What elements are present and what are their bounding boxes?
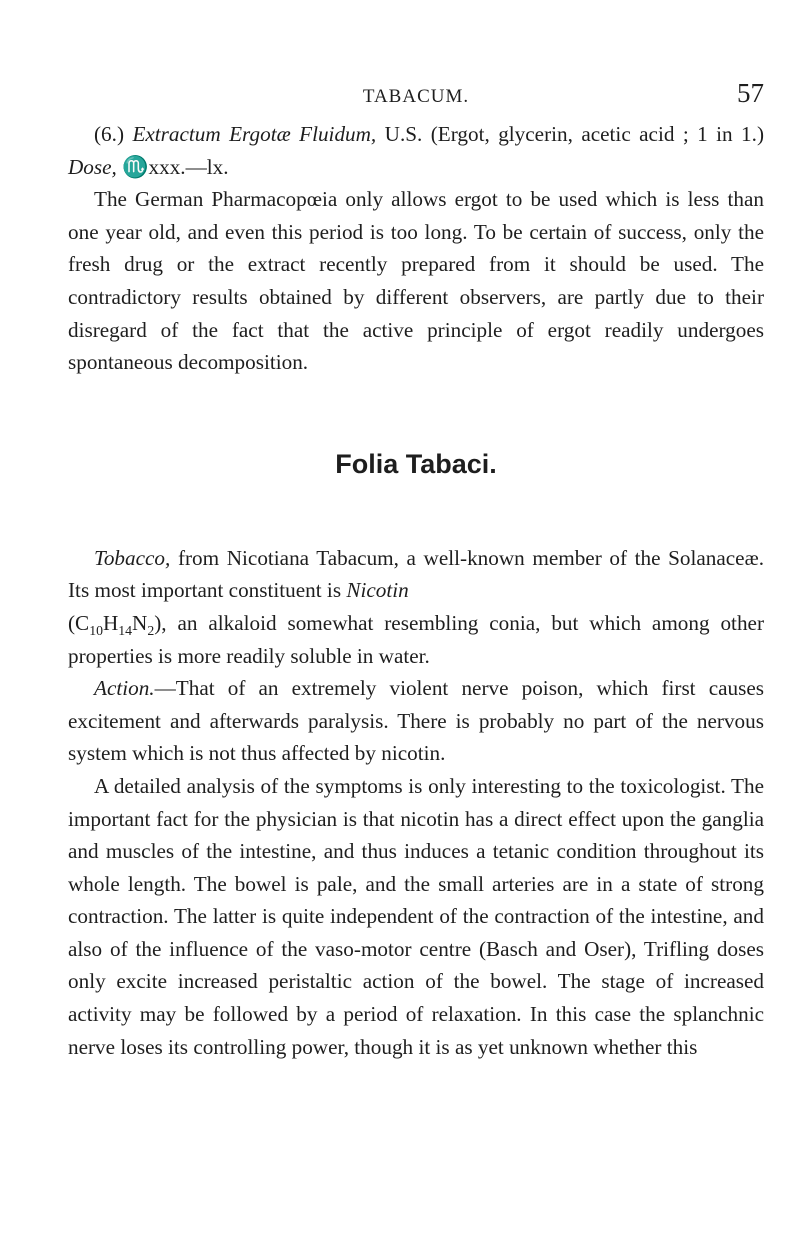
tobacco-term: Tobacco, xyxy=(94,545,171,570)
chemical-formula: $(C_{10}H_{14}N_2)$, xyxy=(68,610,167,638)
symptoms-paragraph: A detailed analysis of the symptoms is only interesting to the toxicologist. The important fact for the physician is that nicotin has a direct effect upon the ganglia and muscles of the intestine, and thus induces a tetanic condition throughout its whole length. The bowel is pale, and the small arteries are in a state of strong contraction. The latter is quite independent of the contraction of the intestine, and also of the influence of the vaso-motor centre (Basch and Oser), Trifling doses only excite increased peristaltic action of the bowel. The stage of increased activity may be followed by a period of relaxation. In this case the splanchnic nerve loses its controlling power, though it is as yet unknown whether this xyxy=(68,773,764,1059)
action-label: Action. xyxy=(94,676,155,701)
action-paragraph xyxy=(68,672,764,770)
running-title: TABACUM. xyxy=(362,86,470,107)
running-head xyxy=(68,78,764,118)
page-number: 57 xyxy=(737,78,764,108)
drug-description: U.S. (Ergot, glycerin, acetic acid ; 1 in 1.) xyxy=(384,122,764,146)
book-page xyxy=(68,78,764,1063)
ergot-paragraph: The German Pharmacopœia only allows ergot to be used which is less than one year old, and even this period is too long. To be certain of success, only the fresh drug or the extract recently prepared from it should be used. The contradictory results obtained by different observers, are partly due to their disregard of the fact that the active principle of ergot readily undergoes spontaneous decomposition. xyxy=(68,187,764,375)
action-text: —That of an extremely violent nerve poison, which first causes excitement and afterwards paralysis. There is probably no part of the nervous system which is not thus affected by nicotin. xyxy=(68,676,764,766)
tobacco-intro xyxy=(68,542,764,672)
drug-name: Extractum Ergotæ Fluidum, xyxy=(132,122,377,146)
entry-number: (6.) xyxy=(94,122,125,146)
nicotin-term: Nicotin xyxy=(346,578,409,603)
dose-value: ♏xxx.—lx. xyxy=(122,154,229,179)
tobacco-intro-text: from Nicotiana Tabacum, a well-known member of the Solanaceæ. Its most important constituent is xyxy=(68,545,764,603)
section-heading: Folia Tabaci. xyxy=(335,448,497,479)
tobacco-intro-text-2: an alkaloid somewhat resembling conia, but which among other properties is more readily soluble in water. xyxy=(68,610,764,668)
dose-label: Dose, xyxy=(68,154,117,179)
ergot-entry xyxy=(68,118,764,183)
